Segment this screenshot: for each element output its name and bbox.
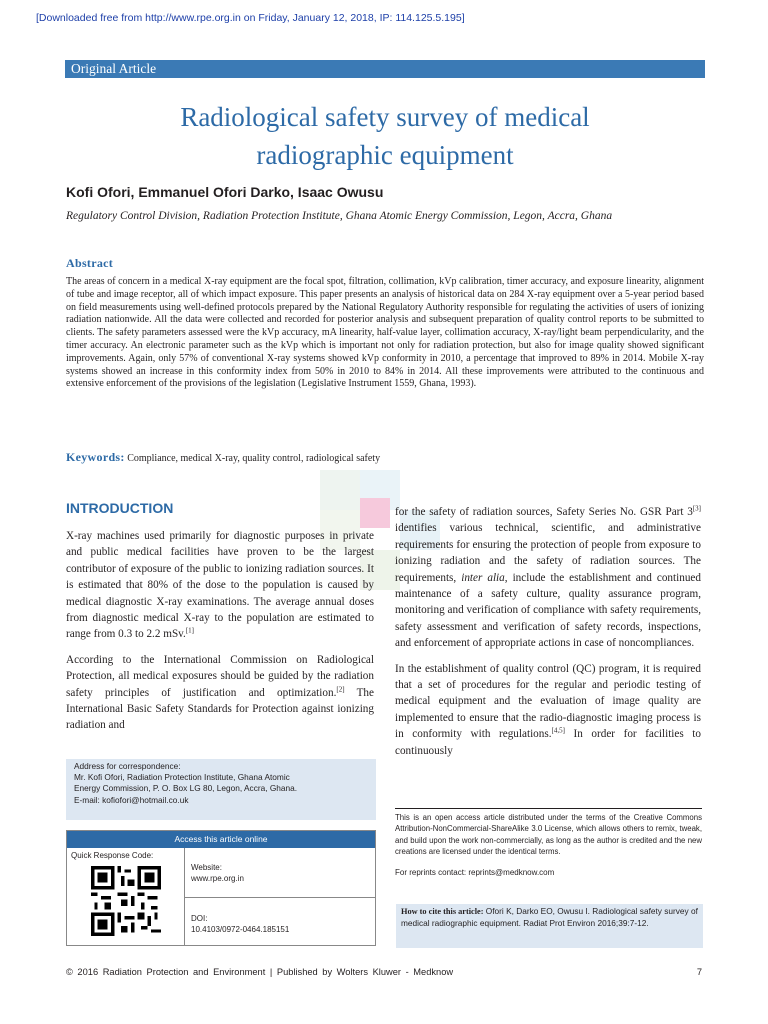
website-label: Website: [191, 863, 222, 872]
open-access-notice: This is an open access article distributed under the terms of the Creative Commons Attribution-NonCommercial-ShareAlike 3.0 License, which allows others to remix, tweak, and build upon the work non-commercially, as long as the author is credited and the new creations are licensed under the identical terms. [395, 808, 702, 857]
article-title [65, 98, 705, 174]
citation-text: Ofori K, Darko EO, Owusu I. Radiological safety survey of medical radiographic equipment. Radiat Prot Environ 2016;39:7-12. [401, 906, 698, 928]
website-cell [185, 848, 375, 898]
qr-code-icon[interactable] [91, 866, 161, 936]
correspondence-email[interactable]: E-mail: kofiofori@hotmail.co.uk [74, 794, 189, 805]
intro-paragraph-1: X-ray machines used primarily for diagnostic purposes in private and public medical facilities have proven to be the largest contributor of exposure of the public to ionizing radiation sources. It is estimated that 80% of the dose to the population is caused by medical diagnostic X-ray examinations. The average annual doses from diagnostic medical X-ray to the population are estimated to range from 0.3 to 2.2 mSv.[1] [66, 530, 374, 641]
left-column [66, 528, 374, 743]
website-link[interactable]: www.rpe.org.in [191, 874, 244, 883]
reprints-contact: For reprints contact: reprints@medknow.com [395, 868, 555, 877]
keywords-text: Compliance, medical X-ray, quality control, radiological safety [127, 453, 381, 464]
doi-label: DOI: [191, 914, 208, 923]
intro-paragraph-2: According to the International Commission on Radiological Protection, all medical exposures should be guided by the radiation safety principles of justification and optimization.[2] The International Basic Safety Standards for Protection against ionizing radiation and [66, 653, 374, 732]
access-info-cell [185, 848, 375, 945]
citation-label: How to cite this article: [401, 907, 484, 916]
correspondence-line-1: Mr. Kofi Ofori, Radiation Protection Institute, Ghana Atomic [74, 772, 290, 783]
right-column [395, 504, 701, 768]
article-type-label: Original Article [71, 61, 157, 76]
page-number: 7 [696, 967, 702, 977]
footer-text: © 2016 Radiation Protection and Environment | Published by Wolters Kluwer - Medknow [66, 967, 454, 977]
intro-paragraph-3: for the safety of radiation sources, Safety Series No. GSR Part 3[3] identifies various technical, scientific, and administrative requirements for ensuring the protection of people from exposure to ionizing radiation and the safety of radiation sources. The requirements, inter alia, include the establishment and continued maintenance of a safety culture, quality assurance program, monitoring and verification of compliance with safety requirements, safety assessment and verification of safety records, inspections, and enforcement of appropriate actions in case of noncompliances. [395, 504, 701, 650]
qr-label: Quick Response Code: [71, 851, 154, 860]
download-notice: [Downloaded free from http://www.rpe.org.in on Friday, January 12, 2018, IP: 114.125.5.195] [36, 12, 465, 24]
access-online-box [66, 830, 376, 946]
title-line-2: radiographic equipment [256, 140, 514, 170]
introduction-heading: INTRODUCTION [66, 500, 174, 516]
keywords-heading: Keywords: [66, 450, 125, 464]
qr-cell [67, 848, 185, 945]
title-line-1: Radiological safety survey of medical [180, 102, 590, 132]
doi-value[interactable]: 10.4103/0972-0464.185151 [191, 925, 290, 934]
correspondence-line-2: Energy Commission, P. O. Box LG 80, Legon, Accra, Ghana. [74, 783, 298, 794]
correspondence-box [66, 759, 376, 820]
affiliation: Regulatory Control Division, Radiation Protection Institute, Ghana Atomic Energy Commission, Legon, Accra, Ghana [66, 210, 613, 222]
doi-cell [185, 898, 375, 945]
author-list: Kofi Ofori, Emmanuel Ofori Darko, Isaac Owusu [66, 184, 384, 200]
intro-paragraph-4: In the establishment of quality control (QC) program, it is required that a set of procedures for the regular and periodic testing of medical equipment and the evaluation of image quality are implemented to ensure that the radio-diagnostic imaging process is in conformity with regulations.[4,5] In order for facilities to continuously [395, 662, 702, 757]
citation-box [396, 904, 703, 948]
abstract-heading: Abstract [66, 256, 114, 270]
page-footer [66, 967, 702, 977]
article-type-bar [65, 60, 705, 78]
abstract-text: The areas of concern in a medical X-ray equipment are the focal spot, filtration, collimation, kVp calibration, timer accuracy, and exposure linearity, alignment of tube and image receptor, all of which impact exposure. This paper presents an analysis of historical data on 284 X-ray equipment over a 5-year period based on field measurements using well-defined protocols prepared by the National Regulatory Authority responsible for regulating the activities of users of ionizing radiation nationwide. All the data were collected and recorded for posterior analysis and subsequent preparation of quality control reports to be submitted to clients. The safety parameters assessed were the kVp accuracy, mA linearity, half-value layer, collimation accuracy, X-ray/light beam perpendicularity, and the timer accuracy. An electronic parameter such as the kVp which is important not only for radiation protection, but also for image quality showed significant improvements. Again, only 57% of conventional X-ray systems showed kVp conformity in 2010, a percentage that improved to 89% in 2014. Mobile X-ray systems showed an increase in this conformity index from 50% in 2010 to 84% in 2014. All these improvements were attributed to the continuous and extensive enforcement of the provisions of the legislation (Legislative Instrument 1559, Ghana, 1993). [66, 276, 704, 390]
keywords [66, 450, 704, 465]
correspondence-heading: Address for correspondence: [74, 761, 181, 771]
access-heading: Access this article online [67, 831, 375, 848]
